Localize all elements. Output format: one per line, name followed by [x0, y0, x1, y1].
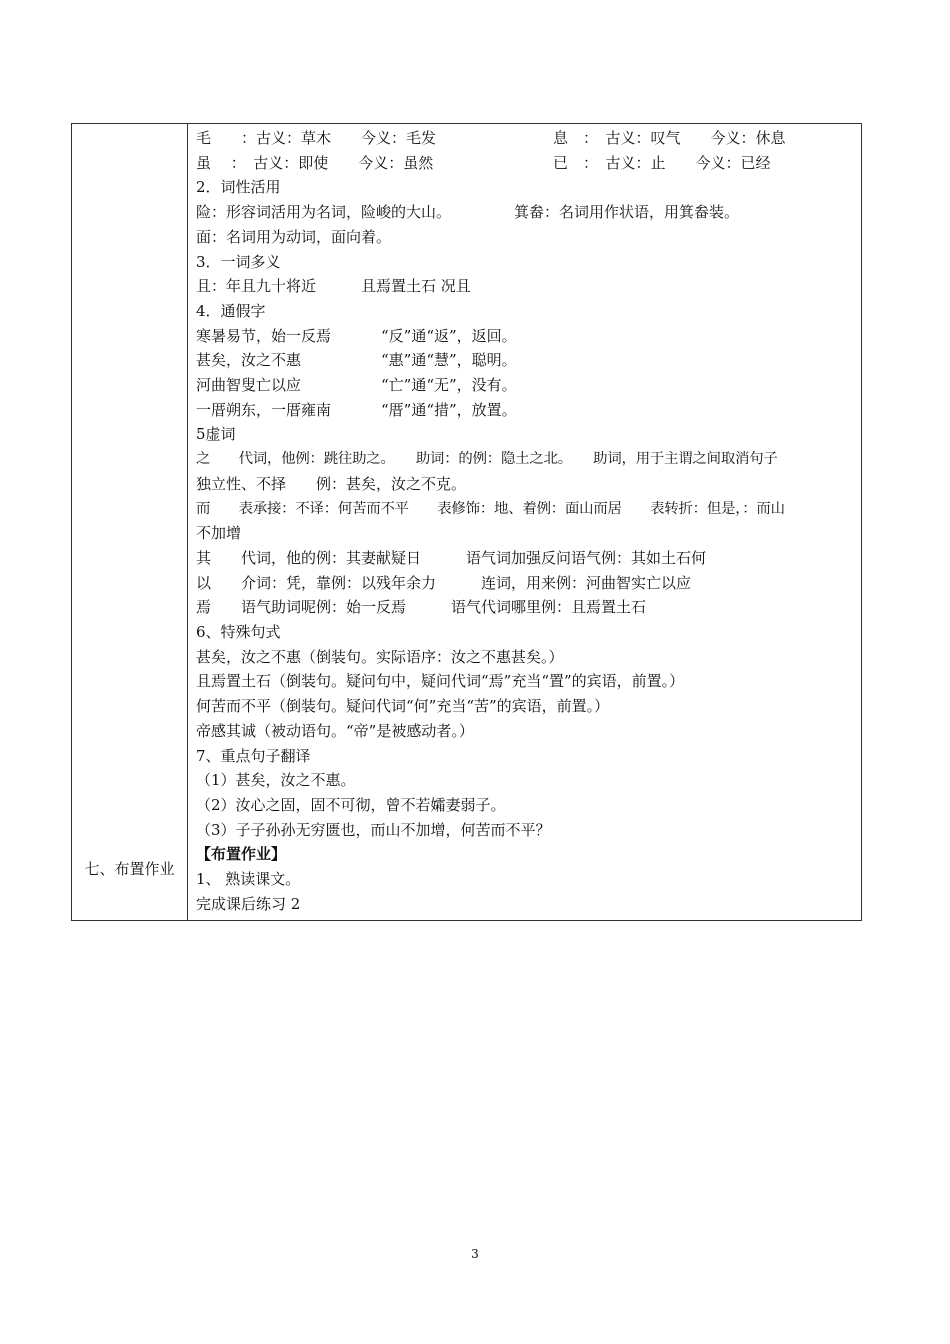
tongjia-note: “惠”通“慧”，聪明。	[381, 351, 517, 370]
tongjia-sentence: 河曲智叟亡以应	[196, 376, 302, 394]
text-line: （1）甚矣，汝之不惠。	[196, 771, 356, 790]
text-line: （3）子子孙孙无穷匮也，而山不加增，何苦而不平？	[196, 820, 551, 839]
section-heading: 2．词性活用	[196, 178, 281, 197]
text-line: 不加增	[196, 524, 242, 543]
text-line: 且焉置土石（倒装句。疑问句中，疑问代词“焉”充当“置”的宾语，前置。）	[196, 672, 685, 691]
text-segment: 险：形容词活用为名词，险峻的大山。	[196, 203, 452, 222]
text-line: 之 代词，他例：跳往助之。 助词：的例：隐土之北。 助词，用于主谓之间取消句子	[196, 451, 778, 468]
tongjia-sentence: 一厝朔东，一厝雍南	[196, 400, 332, 419]
tongjia-row	[196, 348, 855, 373]
tongjia-sentence: 寒暑易节，始一反焉	[196, 326, 332, 345]
text-line: 且：年且九十将近 且焉置土石 况且	[196, 277, 471, 296]
text-segment: 箕畚：名词用作状语，用箕畚装。	[514, 203, 740, 222]
tongjia-row	[196, 373, 855, 398]
tongjia-note: “反”通“返”，返回。	[381, 326, 517, 345]
tongjia-sentence: 甚矣，汝之不惠	[196, 351, 302, 370]
homework-line: 完成课后练习 2	[196, 894, 301, 913]
text-line: 其 代词，他的例：其妻献疑日 语气词加强反问语气例：其如土石何	[196, 548, 707, 567]
tongjia-row	[196, 398, 855, 423]
homework-title: 【布置作业】	[196, 845, 287, 864]
word-entry: 已 ： 古义：止 今义：已经	[553, 153, 771, 172]
page-number: 3	[471, 1247, 479, 1261]
tongjia-note: “厝”通“措”，放置。	[381, 400, 517, 419]
lesson-table	[71, 123, 862, 921]
word-entry: 虽 ： 古义：即使 今义：虽然	[196, 153, 434, 172]
section-heading: 3．一词多义	[196, 252, 281, 271]
word-entry: 息 ： 古义：叹气 今义：休息	[553, 129, 786, 147]
column-divider	[187, 124, 188, 920]
section-heading: 6、特殊句式	[196, 623, 281, 641]
text-line: 而 表承接：不译：何苦而不平 表修饰：地、着例：面山而居 表转折：但是，：而山	[196, 500, 785, 517]
word-row	[196, 151, 855, 176]
text-line: 帝感其诚（被动语句。“帝”是被感动者。）	[196, 721, 474, 740]
word-row	[196, 126, 855, 151]
text-line: 面：名词用为动词，面向着。	[196, 227, 392, 246]
section-heading: 5虚词	[196, 425, 236, 444]
text-line: （2）汝心之固，固不可彻，曾不若孀妻弱子。	[196, 795, 506, 814]
section-heading: 7、重点句子翻译	[196, 746, 311, 765]
section-heading: 4．通假字	[196, 301, 266, 320]
tongjia-row	[196, 324, 855, 349]
homework-line: 1、 熟读课文。	[196, 870, 301, 888]
text-line: 焉 语气助词呢例：始一反焉 语气代词哪里例：且焉置土石	[196, 598, 647, 617]
tongjia-note: “亡”通“无”，没有。	[381, 376, 517, 394]
text-line	[196, 200, 855, 225]
text-line: 何苦而不平（倒装句。疑问代词“何”充当“苦”的宾语，前置。）	[196, 697, 610, 716]
text-line: 独立性、不择 例：甚矣，汝之不克。	[196, 474, 467, 493]
word-entry: 毛 ：古义：草木 今义：毛发	[196, 129, 437, 147]
section-label: 七、布置作业	[84, 860, 175, 878]
text-line: 甚矣，汝之不惠（倒装句。实际语序：汝之不惠甚矣。）	[196, 647, 564, 666]
text-line: 以 介词：凭，靠例：以残年余力 连词，用来例：河曲智实亡以应	[196, 573, 692, 592]
